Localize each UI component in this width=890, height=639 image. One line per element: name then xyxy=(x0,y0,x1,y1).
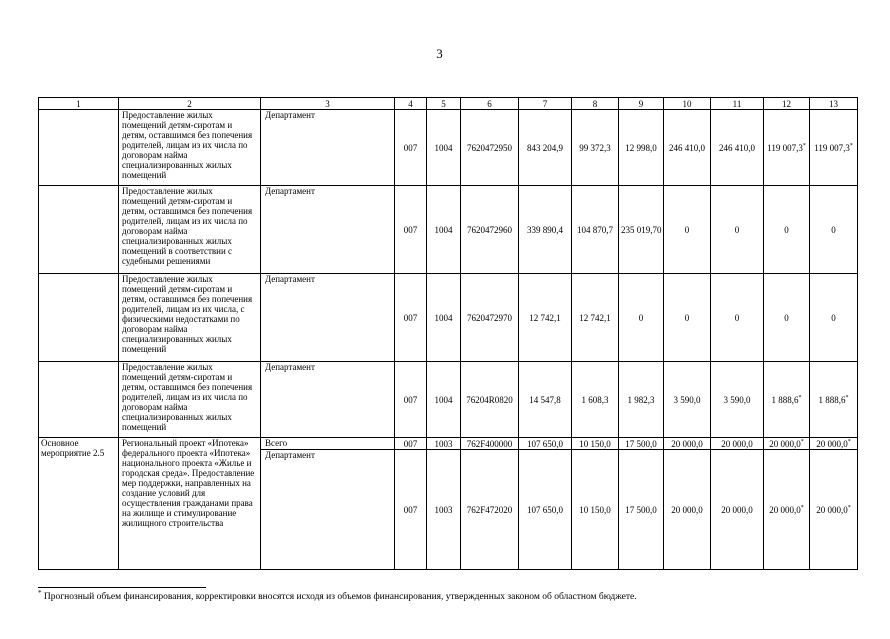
description-cell: Региональный проект «Ипотека» федерального проекта «Ипотека» национального проекта «Жилье и городская среда». Предоставление мер поддержки, направленных на создание условий для осуществления гражданами права на жилище и стимулирование жилищного строительства xyxy=(119,438,261,570)
amount-cell: 0 xyxy=(711,274,764,362)
csr-cell: 76204R0820 xyxy=(461,362,519,438)
forecast-mark: * xyxy=(802,142,806,149)
forecast-mark: * xyxy=(798,394,802,401)
table-row xyxy=(39,186,858,274)
amount-cell: 339 890,4 xyxy=(519,186,572,274)
amount-cell xyxy=(764,362,810,438)
amount-cell: 20 000,0 xyxy=(664,438,711,450)
amount-cell: 12 742,1 xyxy=(572,274,619,362)
amount-cell xyxy=(810,362,858,438)
amount-cell xyxy=(810,438,858,450)
description-cell: Предоставление жилых помещений детям-сиротам и детям, оставшимся без попечения родителей, лицам из их числа, с физическими недостатками по договорам найма специализированных жилых помещений xyxy=(119,274,261,362)
executor-cell: Департамент xyxy=(261,450,395,570)
amount-cell: 0 xyxy=(711,186,764,274)
amount-cell xyxy=(764,110,810,186)
amount-cell: 246 410,0 xyxy=(711,110,764,186)
amount-cell: 843 204,9 xyxy=(519,110,572,186)
amount-cell xyxy=(764,450,810,570)
amount-cell: 14 547,8 xyxy=(519,362,572,438)
description-cell: Предоставление жилых помещений детям-сиротам и детям, оставшимся без попечения родителей, лицам из их числа по договорам найма специализированных жилых помещений в соответствии с судебными решениями xyxy=(119,186,261,274)
amount-value: 1 888,6 xyxy=(771,394,799,405)
executor-cell: Всего xyxy=(261,438,395,450)
amount-cell: 12 998,0 xyxy=(619,110,664,186)
amount-cell: 12 742,1 xyxy=(519,274,572,362)
csr-cell: 7620472960 xyxy=(461,186,519,274)
header-cell: 10 xyxy=(664,98,711,110)
header-cell: 3 xyxy=(261,98,395,110)
amount-cell xyxy=(810,110,858,186)
amount-cell xyxy=(810,274,858,362)
amount-value: 20 000,0 xyxy=(816,438,848,449)
grbs-cell: 007 xyxy=(395,362,427,438)
financing-table xyxy=(38,97,858,570)
amount-cell: 20 000,0 xyxy=(664,450,711,570)
amount-cell: 246 410,0 xyxy=(664,110,711,186)
rzpr-cell: 1004 xyxy=(427,274,461,362)
amount-value: 119 007,3 xyxy=(814,142,850,153)
amount-cell xyxy=(764,186,810,274)
amount-value: 0 xyxy=(784,312,789,323)
amount-cell: 0 xyxy=(619,274,664,362)
amount-cell: 104 870,7 xyxy=(572,186,619,274)
amount-cell: 10 150,0 xyxy=(572,438,619,450)
rzpr-cell: 1004 xyxy=(427,110,461,186)
activity-cell xyxy=(39,110,119,186)
amount-cell: 235 019,70 xyxy=(619,186,664,274)
executor-cell: Департамент xyxy=(261,110,395,186)
forecast-mark: * xyxy=(800,438,804,445)
table-row-total xyxy=(39,438,858,450)
header-row xyxy=(39,98,858,110)
executor-cell: Департамент xyxy=(261,362,395,438)
rzpr-cell: 1003 xyxy=(427,450,461,570)
amount-cell: 107 650,0 xyxy=(519,438,572,450)
header-cell: 11 xyxy=(711,98,764,110)
grbs-cell: 007 xyxy=(395,274,427,362)
table-row xyxy=(39,362,858,438)
amount-value: 20 000,0 xyxy=(816,504,848,515)
amount-cell xyxy=(764,274,810,362)
amount-cell: 0 xyxy=(664,186,711,274)
description-cell: Предоставление жилых помещений детям-сиротам и детям, оставшимся без попечения родителей, лицам из их числа по договорам найма специализированных жилых помещений xyxy=(119,362,261,438)
header-cell: 9 xyxy=(619,98,664,110)
page-number: 3 xyxy=(436,46,443,61)
rzpr-cell: 1004 xyxy=(427,186,461,274)
header-cell: 1 xyxy=(39,98,119,110)
amount-cell xyxy=(810,450,858,570)
amount-cell: 1 608,3 xyxy=(572,362,619,438)
amount-value: 20 000,0 xyxy=(769,438,801,449)
grbs-cell: 007 xyxy=(395,110,427,186)
amount-cell: 107 650,0 xyxy=(519,450,572,570)
amount-value: 0 xyxy=(831,224,836,235)
amount-cell: 3 590,0 xyxy=(711,362,764,438)
csr-cell: 7620472970 xyxy=(461,274,519,362)
amount-value: 0 xyxy=(784,224,789,235)
csr-cell: 762F472020 xyxy=(461,450,519,570)
table-row xyxy=(39,274,858,362)
rzpr-cell: 1003 xyxy=(427,438,461,450)
activity-cell xyxy=(39,362,119,438)
header-cell: 5 xyxy=(427,98,461,110)
amount-cell: 20 000,0 xyxy=(711,438,764,450)
amount-cell: 0 xyxy=(664,274,711,362)
forecast-mark: * xyxy=(845,394,849,401)
amount-cell: 99 372,3 xyxy=(572,110,619,186)
amount-value: 1 888,6 xyxy=(818,394,846,405)
forecast-mark: * xyxy=(849,142,853,149)
header-cell: 8 xyxy=(572,98,619,110)
table-row xyxy=(39,110,858,186)
footnote xyxy=(38,588,637,602)
csr-cell: 762F400000 xyxy=(461,438,519,450)
executor-cell: Департамент xyxy=(261,274,395,362)
forecast-mark: * xyxy=(847,504,851,511)
rzpr-cell: 1004 xyxy=(427,362,461,438)
description-cell: Предоставление жилых помещений детям-сиротам и детям, оставшимся без попечения родителей, лицам из их числа по договорам найма специализированных жилых помещений xyxy=(119,110,261,186)
activity-cell xyxy=(39,186,119,274)
amount-cell: 1 982,3 xyxy=(619,362,664,438)
header-cell: 13 xyxy=(810,98,858,110)
forecast-mark: * xyxy=(800,504,804,511)
footnote-text: Прогнозный объем финансирования, корректировки вносятся исходя из объемов финансирования, утвержденных законом об областном бюджете. xyxy=(41,592,637,602)
amount-cell: 3 590,0 xyxy=(664,362,711,438)
amount-cell xyxy=(810,186,858,274)
grbs-cell: 007 xyxy=(395,438,427,450)
footnote-mark: * xyxy=(38,588,42,597)
forecast-mark: * xyxy=(847,438,851,445)
amount-cell: 10 150,0 xyxy=(572,450,619,570)
activity-cell: Основное мероприятие 2.5 xyxy=(39,438,119,570)
header-cell: 6 xyxy=(461,98,519,110)
amount-cell: 17 500,0 xyxy=(619,450,664,570)
header-cell: 4 xyxy=(395,98,427,110)
header-cell: 7 xyxy=(519,98,572,110)
grbs-cell: 007 xyxy=(395,186,427,274)
grbs-cell: 007 xyxy=(395,450,427,570)
activity-cell xyxy=(39,274,119,362)
amount-value: 20 000,0 xyxy=(769,504,801,515)
amount-value: 119 007,3 xyxy=(767,142,803,153)
amount-cell xyxy=(764,438,810,450)
executor-cell: Департамент xyxy=(261,186,395,274)
amount-cell: 17 500,0 xyxy=(619,438,664,450)
header-cell: 12 xyxy=(764,98,810,110)
amount-cell: 20 000,0 xyxy=(711,450,764,570)
csr-cell: 7620472950 xyxy=(461,110,519,186)
footnote-divider xyxy=(38,587,206,588)
header-cell: 2 xyxy=(119,98,261,110)
amount-value: 0 xyxy=(831,312,836,323)
